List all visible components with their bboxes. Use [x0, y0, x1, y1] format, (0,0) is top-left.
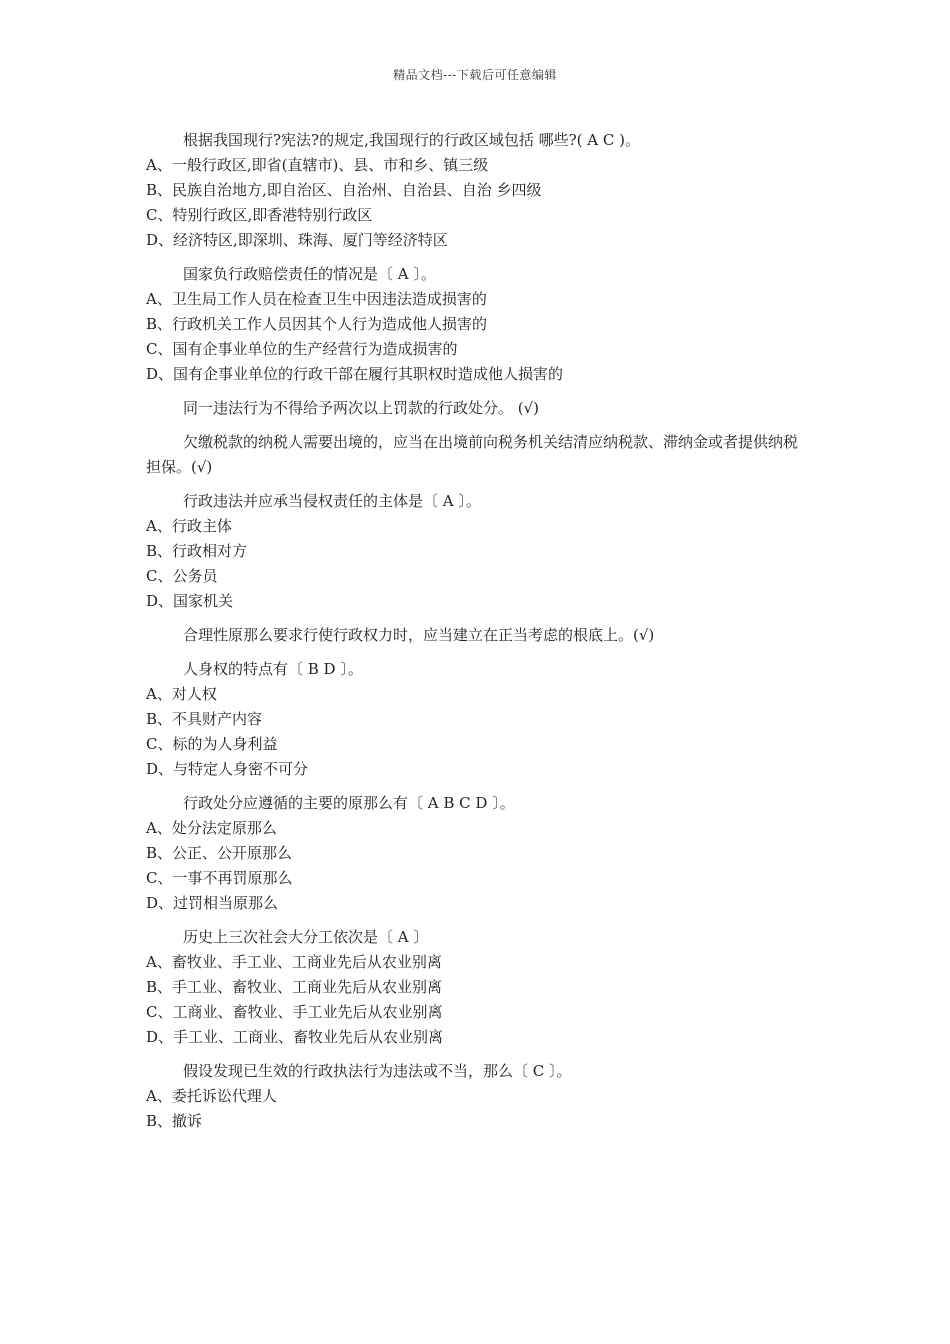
- question-stem: 人身权的特点有〔 B D 〕。: [183, 660, 363, 678]
- question-7: [146, 657, 811, 782]
- question-9: [146, 925, 811, 1050]
- question-1: [146, 128, 811, 253]
- option-c: C、工商业、畜牧业、手工业先后从农业别离: [146, 1003, 443, 1021]
- option-a: A、一般行政区,即省(直辖市)、县、市和乡、镇三级: [146, 156, 489, 174]
- question-stem: 假设发现已生效的行政执法行为违法或不当，那么〔 C 〕。: [183, 1062, 572, 1080]
- option-c: C、国有企事业单位的生产经营行为造成损害的: [146, 340, 458, 358]
- option-b: B、民族自治地方,即自治区、自治州、自治县、自治 乡四级: [146, 181, 542, 199]
- option-b: B、公正、公开原那么: [146, 844, 293, 862]
- question-6: [146, 623, 811, 648]
- question-3: [146, 396, 811, 421]
- document-body: [146, 128, 811, 1143]
- question-stem: 国家负行政赔偿责任的情况是〔 A 〕。: [183, 265, 436, 283]
- option-b: B、不具财产内容: [146, 710, 263, 728]
- option-a: A、行政主体: [146, 517, 232, 535]
- option-a: A、畜牧业、手工业、工商业先后从农业别离: [146, 953, 442, 971]
- question-stem: 行政违法并应承当侵权责任的主体是〔 A 〕。: [183, 492, 481, 510]
- option-d: D、国有企事业单位的行政干部在履行其职权时造成他人损害的: [146, 365, 564, 383]
- option-c: C、公务员: [146, 567, 218, 585]
- option-c: C、特别行政区,即香港特别行政区: [146, 206, 373, 224]
- option-a: A、对人权: [146, 685, 217, 703]
- option-d: D、经济特区,即深圳、珠海、厦门等经济特区: [146, 231, 448, 249]
- question-10: [146, 1059, 811, 1134]
- option-d: D、与特定人身密不可分: [146, 760, 309, 778]
- page-header: 精品文档---下载后可任意编辑: [393, 68, 557, 82]
- option-a: A、处分法定原那么: [146, 819, 277, 837]
- option-a: A、卫生局工作人员在检查卫生中因违法造成损害的: [146, 290, 487, 308]
- question-stem: 同一违法行为不得给予两次以上罚款的行政处分。 (√): [183, 399, 540, 417]
- question-stem: 行政处分应遵循的主要的原那么有〔 A B C D 〕。: [183, 794, 515, 812]
- option-a: A、委托诉讼代理人: [146, 1087, 277, 1105]
- option-d: D、手工业、工商业、畜牧业先后从农业别离: [146, 1028, 444, 1046]
- question-stem: 合理性原那么要求行使行政权力时，应当建立在正当考虑的根底上。(√): [183, 626, 655, 644]
- option-d: D、过罚相当原那么: [146, 894, 279, 912]
- question-stem: 根据我国现行?宪法?的规定,我国现行的行政区域包括 哪些?( A C )。: [183, 131, 640, 149]
- option-c: C、一事不再罚原那么: [146, 869, 293, 887]
- question-5: [146, 489, 811, 614]
- option-b: B、手工业、畜牧业、工商业先后从农业别离: [146, 978, 443, 996]
- option-b: B、行政相对方: [146, 542, 248, 560]
- question-stem: 欠缴税款的纳税人需要出境的，应当在出境前向税务机关结清应纳税款、滞纳金或者提供纳税担保。(√): [146, 433, 799, 476]
- question-2: [146, 262, 811, 387]
- option-b: B、行政机关工作人员因其个人行为造成他人损害的: [146, 315, 488, 333]
- question-8: [146, 791, 811, 916]
- option-d: D、国家机关: [146, 592, 234, 610]
- question-4: [146, 430, 811, 480]
- option-c: C、标的为人身利益: [146, 735, 278, 753]
- question-stem: 历史上三次社会大分工依次是〔 A 〕: [183, 928, 429, 946]
- option-b: B、撤诉: [146, 1112, 203, 1130]
